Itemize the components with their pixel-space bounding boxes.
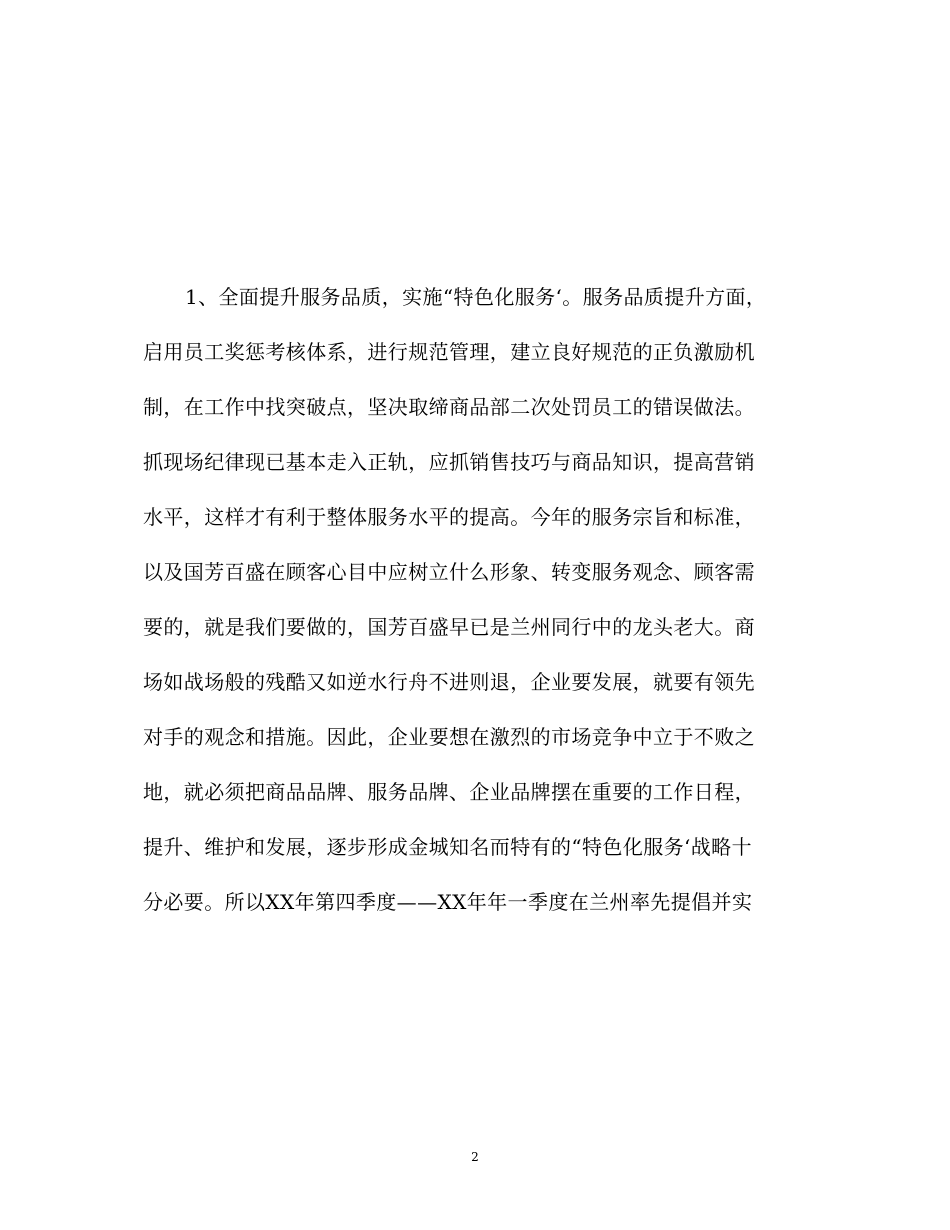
paragraph-line: 场如战场般的残酷又如逆水行舟不进则退，企业要发展，就要有领先	[143, 670, 755, 694]
paragraph-line: 水平，这样才有利于整体服务水平的提高。今年的服务宗旨和标准，	[143, 505, 755, 529]
paragraph-line: 以及国芳百盛在顾客心目中应树立什么形象、转变服务观念、顾客需	[143, 560, 755, 584]
paragraph-line: 分必要。所以XX年第四季度——XX年年一季度在兰州率先提倡并实	[143, 890, 753, 914]
paragraph-line: 制，在工作中找突破点，坚决取缔商品部二次处罚员工的错误做法。	[143, 395, 755, 419]
body-paragraph	[143, 270, 803, 930]
paragraph-line: 抓现场纪律现已基本走入正轨，应抓销售技巧与商品知识，提高营销	[143, 450, 755, 474]
paragraph-line: 启用员工奖惩考核体系，进行规范管理，建立良好规范的正负激励机	[143, 340, 755, 364]
paragraph-line: 地，就必须把商品品牌、服务品牌、企业品牌摆在重要的工作日程，	[143, 780, 755, 804]
paragraph-line: 提升、维护和发展，逐步形成金城知名而特有的“特色化服务‘战略十	[143, 835, 752, 859]
page-number: 2	[471, 1150, 479, 1164]
paragraph-line: 1、全面提升服务品质，实施“特色化服务‘。服务品质提升方面，	[185, 285, 767, 309]
paragraph-line: 对手的观念和措施。因此，企业要想在激烈的市场竞争中立于不败之	[143, 725, 755, 749]
paragraph-line: 要的，就是我们要做的，国芳百盛早已是兰州同行中的龙头老大。商	[143, 615, 755, 639]
